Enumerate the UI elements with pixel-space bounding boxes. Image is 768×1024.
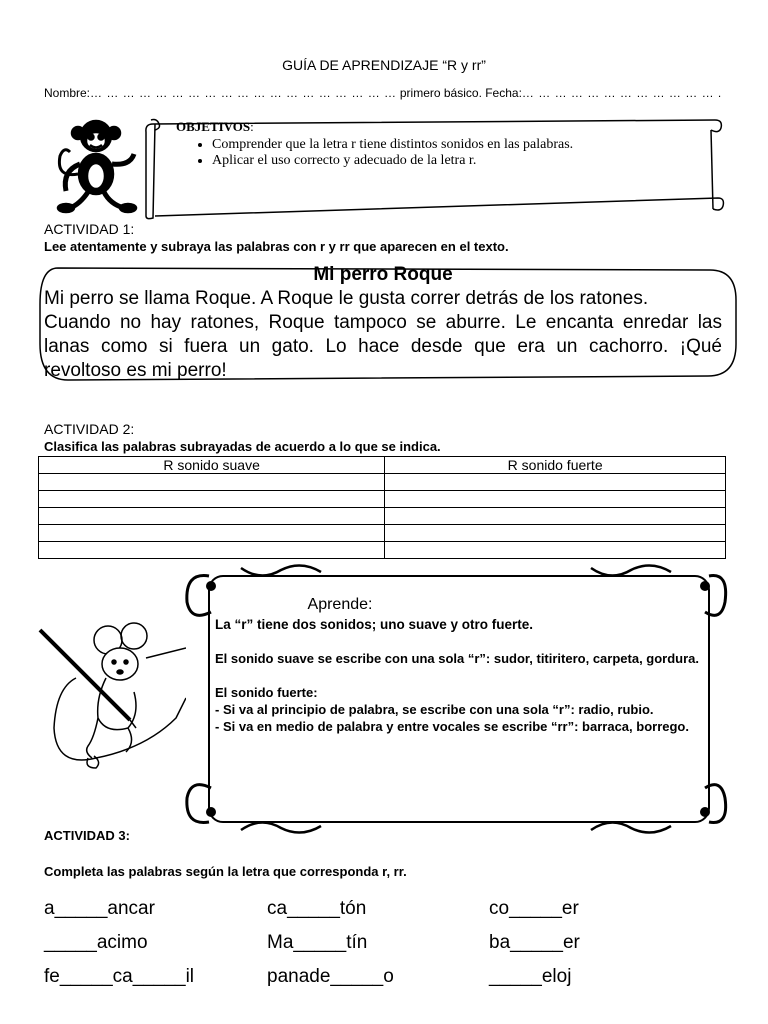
- table-row: [39, 508, 726, 525]
- page-title: GUÍA DE APRENDIZAJE “R y rr”: [282, 57, 486, 73]
- word-blank[interactable]: _____eloj: [489, 966, 572, 987]
- objectives-title: OBJETIVOS: [176, 119, 251, 134]
- aprende-strong-rule-1: - Si va al principio de palabra, se escribe con una sola “r”: radio, rubio.: [215, 702, 654, 717]
- table-header-row: [39, 457, 726, 474]
- name-line: [44, 86, 722, 100]
- table-cell[interactable]: [385, 491, 726, 508]
- mouse-with-pencil-illustration: [36, 618, 186, 783]
- column-header-soft: R sonido suave: [39, 457, 385, 474]
- name-label: Nombre:: [44, 86, 91, 100]
- aprende-strong-heading: El sonido fuerte:: [215, 685, 318, 700]
- table-cell[interactable]: [385, 474, 726, 491]
- aprende-soft-sound: El sonido suave se escribe con una sola “r”: sudor, titiritero, carpeta, gordura.: [215, 651, 700, 666]
- column-header-strong: R sonido fuerte: [385, 457, 726, 474]
- word-blank[interactable]: ba_____er: [489, 932, 580, 953]
- course-label: primero básico. Fecha:: [396, 86, 522, 100]
- classification-table: [38, 456, 726, 559]
- aprende-strong-rule-2: - Si va en medio de palabra y entre vocales se escribe “rr”: barraca, borrego.: [215, 719, 689, 734]
- table-cell[interactable]: [39, 491, 385, 508]
- activity-3-instruction: Completa las palabras según la letra que corresponda r, rr.: [44, 864, 407, 879]
- word-blank[interactable]: a_____ancar: [44, 898, 155, 919]
- story-paragraph-1: Mi perro se llama Roque. A Roque le gusta correr detrás de los ratones.: [44, 288, 649, 309]
- table-cell[interactable]: [385, 508, 726, 525]
- table-cell[interactable]: [39, 474, 385, 491]
- table-cell[interactable]: [39, 542, 385, 559]
- objectives-list: [162, 137, 714, 169]
- table-row: [39, 525, 726, 542]
- objective-item: • Aplicar el uso correcto y adecuado de la letra r.: [212, 153, 714, 169]
- table-cell[interactable]: [385, 525, 726, 542]
- activity-2-instruction: Clasifica las palabras subrayadas de acuerdo a lo que se indica.: [44, 439, 441, 454]
- objectives-box: [162, 119, 714, 205]
- table-cell[interactable]: [385, 542, 726, 559]
- activity-3-heading: ACTIVIDAD 3:: [44, 828, 130, 843]
- story-title: Mi perro Roque: [313, 264, 453, 285]
- spacer: [215, 633, 715, 650]
- word-blank[interactable]: panade_____o: [267, 966, 394, 987]
- spacer: [215, 667, 715, 684]
- date-blank: … … … … … … … … … … … … .: [521, 86, 722, 100]
- activity-1-heading: ACTIVIDAD 1:: [44, 221, 135, 237]
- activity-2-heading: ACTIVIDAD 2:: [44, 421, 135, 437]
- word-blank[interactable]: fe_____ca_____il: [44, 966, 195, 987]
- aprende-content: [215, 616, 715, 735]
- story-text: [44, 263, 722, 383]
- table-cell[interactable]: [39, 525, 385, 542]
- word-blank[interactable]: Ma_____tín: [267, 932, 368, 953]
- word-blank[interactable]: _____acimo: [44, 932, 148, 953]
- table-cell[interactable]: [39, 508, 385, 525]
- aprende-intro: La “r” tiene dos sonidos; uno suave y otro fuerte.: [215, 617, 534, 632]
- aprende-title: Aprende:: [307, 596, 373, 613]
- word-blank[interactable]: ca_____tón: [267, 898, 367, 919]
- activity-1-instruction: Lee atentamente y subraya las palabras con r y rr que aparecen en el texto.: [44, 239, 509, 254]
- story-paragraph-2: Cuando no hay ratones, Roque tampoco se aburre. Le encanta enredar las lanas como si fuera un gato. Lo hace desde que era un cachorro. ¡Qué revoltoso es mi perro!: [44, 312, 722, 381]
- objectives-colon: :: [250, 119, 254, 134]
- table-row: [39, 542, 726, 559]
- name-blank: … … … … … … … … … … … … … … … … … … …: [90, 86, 397, 100]
- objectives-heading: [176, 119, 714, 135]
- table-row: [39, 491, 726, 508]
- objective-item: • Comprender que la letra r tiene distintos sonidos en las palabras.: [212, 137, 714, 153]
- word-blank[interactable]: co_____er: [489, 898, 579, 919]
- table-row: [39, 474, 726, 491]
- monkey-illustration: [52, 116, 144, 214]
